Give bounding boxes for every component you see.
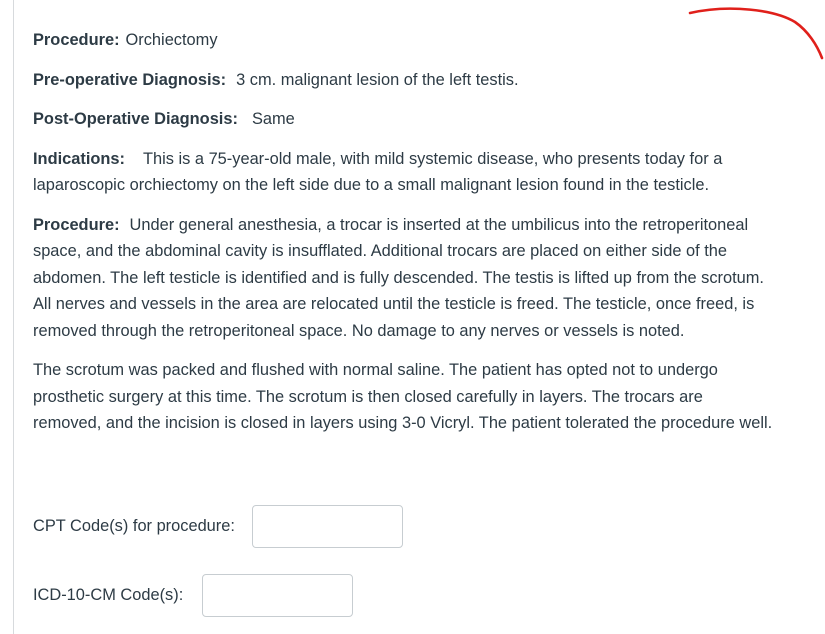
closing-paragraph bbox=[33, 357, 773, 437]
procedure-details-paragraph bbox=[33, 212, 773, 345]
pre-op-diagnosis-value: 3 cm. malignant lesion of the left testis. bbox=[236, 70, 519, 89]
icd-code-input[interactable] bbox=[202, 574, 353, 617]
procedure-details-text: Under general anesthesia, a trocar is inserted at the umbilicus into the retroperitoneal space, and the abdominal cavity is insufflated. Additional trocars are placed on either side of the abdomen. The left testicle is identified and is fully descended. The testis is lifted up from the scrotum. All nerves and vessels in the area are relocated until the testicle is freed. The testicle, once freed, is removed through the retroperitoneal space. No damage to any nerves or vessels is noted. bbox=[33, 215, 764, 340]
cpt-code-row bbox=[33, 505, 403, 548]
pre-op-diagnosis-line bbox=[33, 67, 773, 94]
procedure-details-label: Procedure: bbox=[33, 215, 120, 234]
pre-op-diagnosis-label: Pre-operative Diagnosis: bbox=[33, 70, 227, 89]
post-op-diagnosis-value: Same bbox=[251, 110, 295, 128]
procedure-name-label: Procedure: bbox=[33, 31, 120, 49]
icd-code-label: ICD-10-CM Code(s): bbox=[33, 586, 184, 604]
indications-text: This is a 75-year-old male, with mild systemic disease, who presents today for a laparoscopic orchiectomy on the left side due to a small malignant lesion found in the testicle. bbox=[33, 149, 723, 194]
procedure-name-line bbox=[33, 27, 773, 54]
closing-text: The scrotum was packed and flushed with normal saline. The patient has opted not to undergo prosthetic surgery at this time. The scrotum is then closed carefully in layers. The trocars are removed, and the incision is closed in layers using 3-0 Vicryl. The patient tolerated the procedure well. bbox=[33, 361, 773, 432]
operative-report bbox=[33, 27, 773, 450]
indications-label: Indications: bbox=[33, 149, 125, 168]
post-op-diagnosis-label: Post-Operative Diagnosis: bbox=[33, 110, 238, 128]
cpt-code-label: CPT Code(s) for procedure: bbox=[33, 517, 235, 535]
cpt-code-input[interactable] bbox=[252, 505, 403, 548]
indications-paragraph bbox=[33, 146, 773, 199]
icd-code-row bbox=[33, 574, 353, 617]
post-op-diagnosis-line bbox=[33, 106, 773, 133]
procedure-name-value: Orchiectomy bbox=[125, 31, 218, 49]
left-border-rule bbox=[13, 0, 14, 634]
